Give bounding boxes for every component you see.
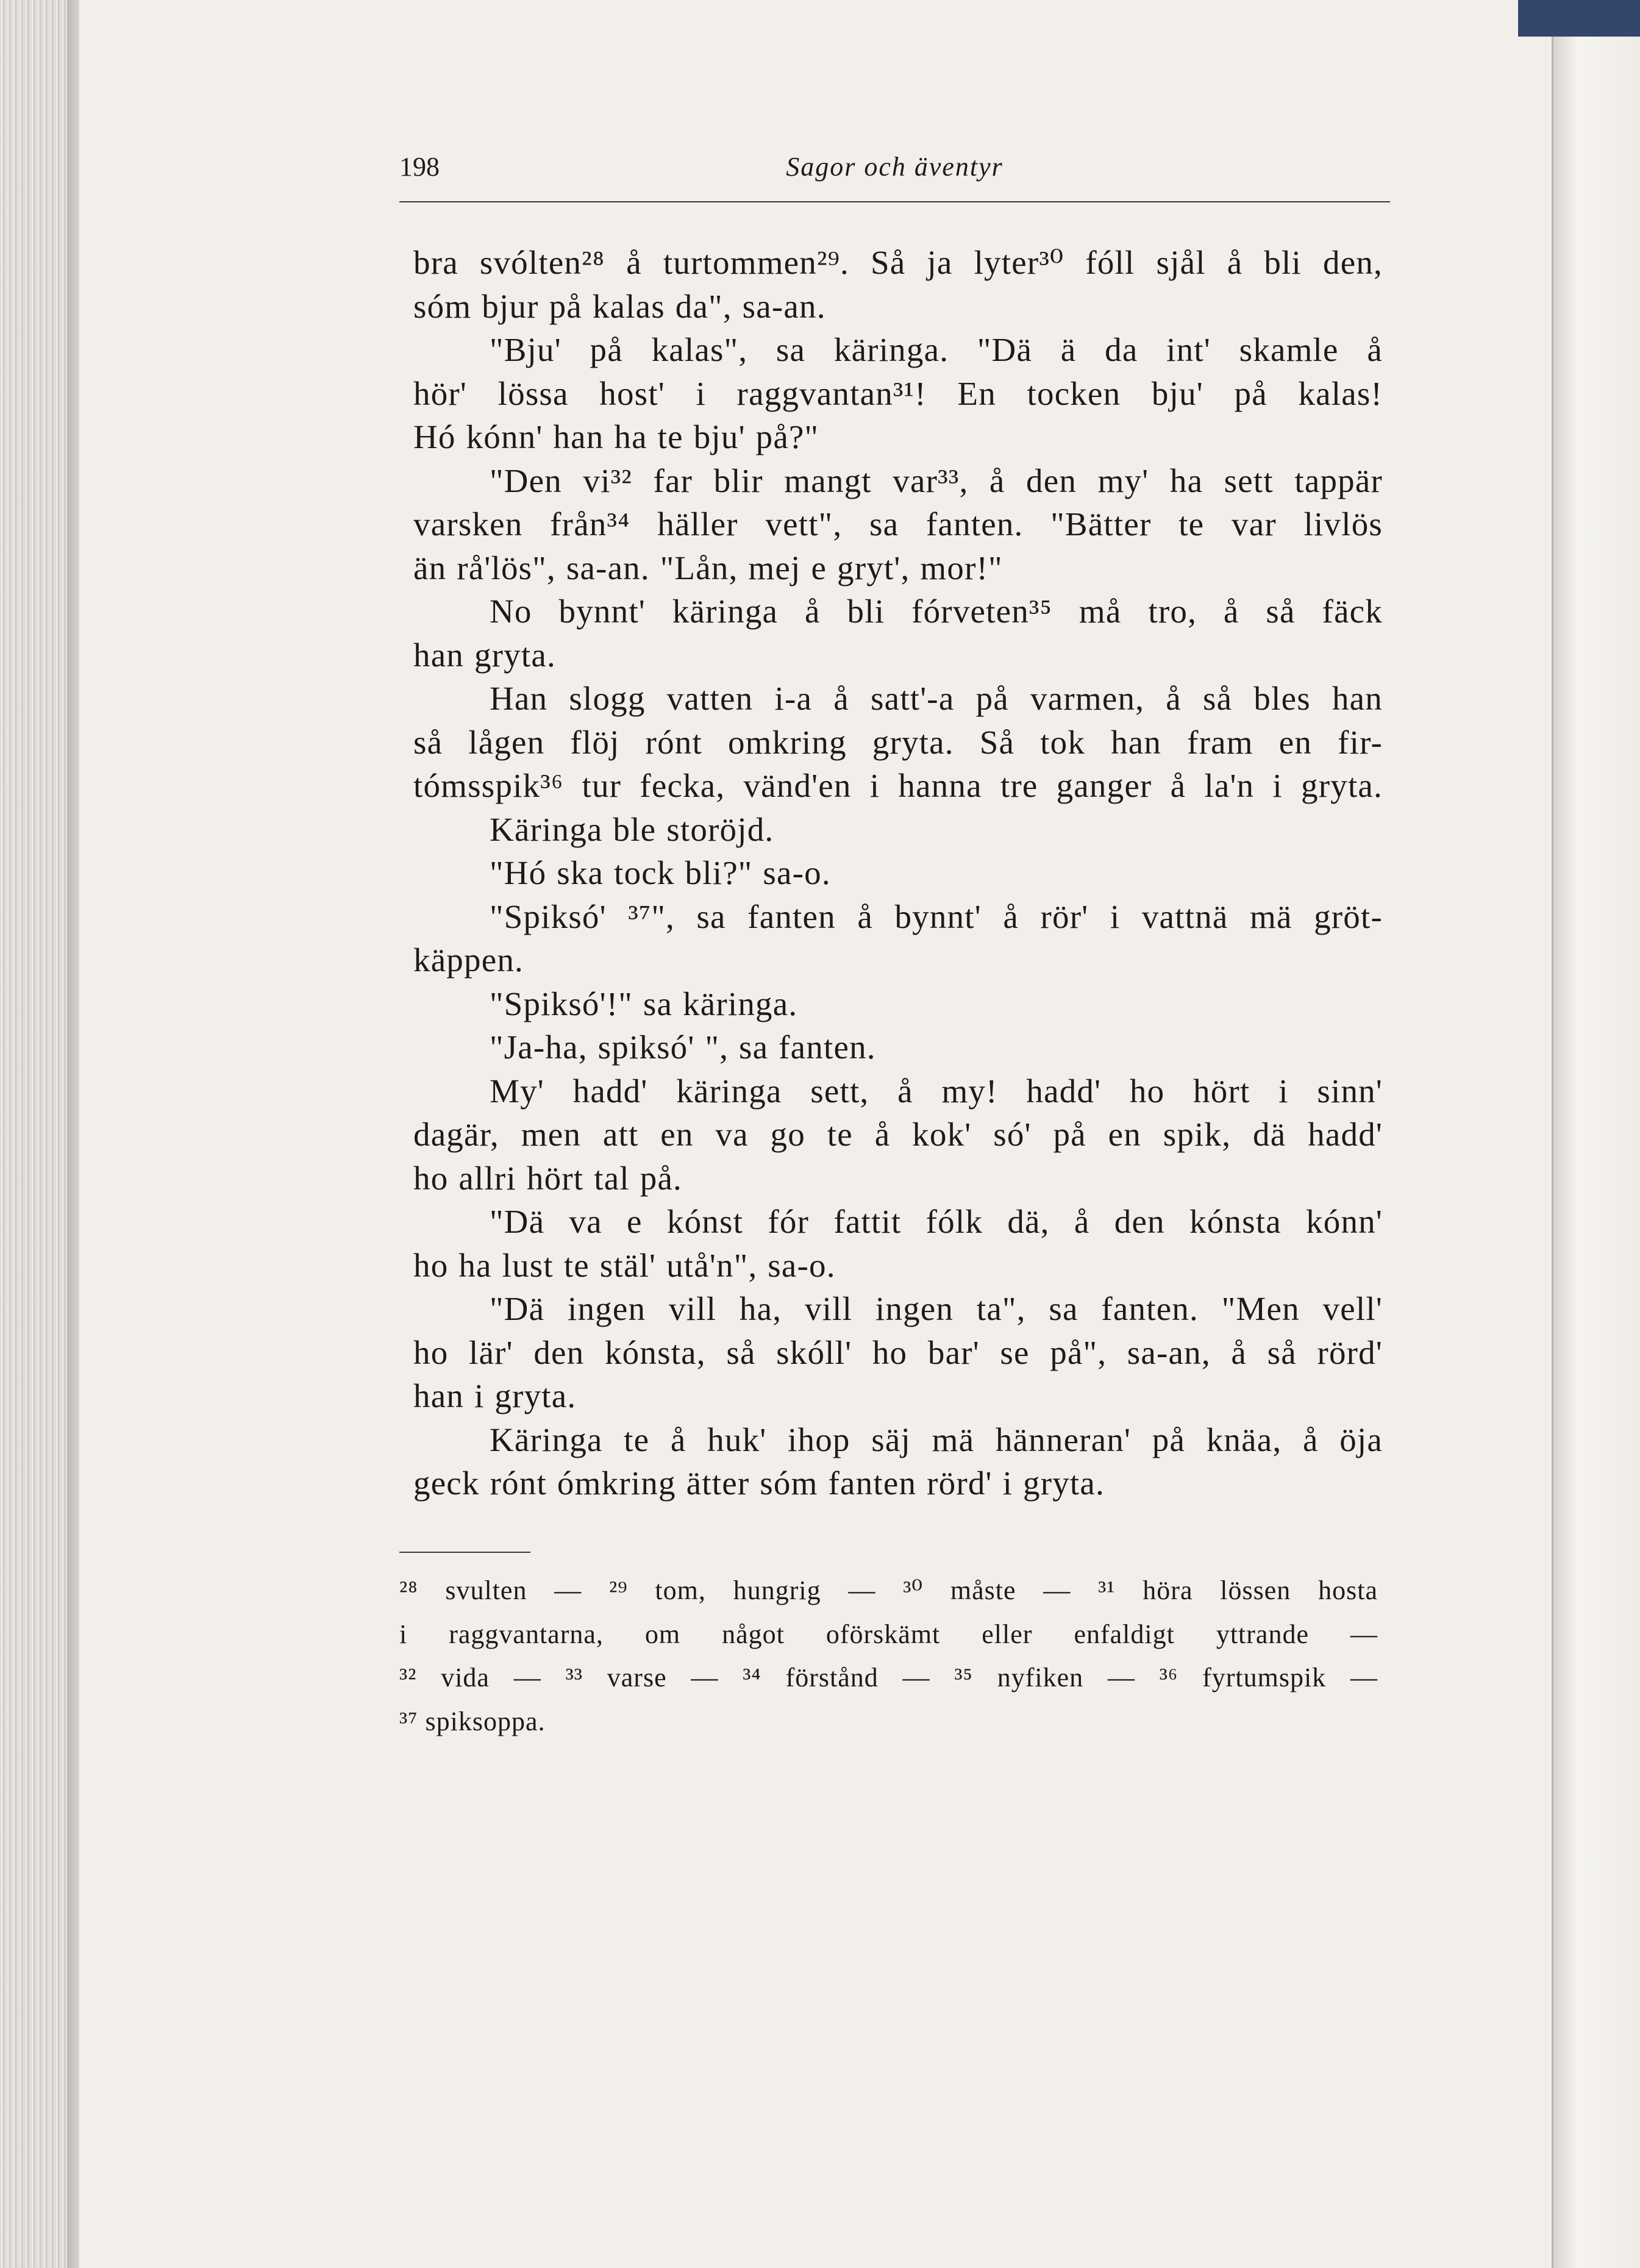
- text-line: varsken från³⁴ häller vett", sa fanten. "Bätter te var livlös: [413, 505, 1383, 543]
- footnote-line: ³² vida — ³³ varse — ³⁴ förstånd — ³⁵ nyfiken — ³⁶ fyrtumspik —: [399, 1663, 1378, 1692]
- body-text: [413, 241, 1383, 1505]
- footnote-rule: [399, 1552, 530, 1553]
- running-title: Sagor och äventyr: [786, 152, 1004, 182]
- text-line: ho ha lust te stäl' utå'n", sa-o.: [413, 1246, 836, 1284]
- next-leaf-edge: [1552, 0, 1640, 2268]
- text-line: "Ja-ha, spiksó' ", sa fanten.: [490, 1029, 876, 1066]
- page-number: 198: [399, 152, 440, 182]
- text-line: än rå'lös", sa-an. "Lån, mej e gryt', mor!": [413, 549, 1003, 587]
- text-line: han i gryta.: [413, 1377, 577, 1414]
- footnote-line: ²⁸ svulten — ²⁹ tom, hungrig — ³⁰ måste — ³¹ höra lössen hosta: [399, 1575, 1378, 1605]
- text-line: "Bju' på kalas", sa käringa. "Dä ä da int' skamle å: [490, 331, 1383, 368]
- header-rule: [399, 201, 1390, 202]
- text-line: "Hó ska tock bli?" sa-o.: [490, 854, 831, 891]
- text-line: ho lär' den kónsta, så skóll' ho bar' se på", sa-an, å så rörd': [413, 1333, 1383, 1371]
- page-header: [399, 151, 1390, 206]
- text-line: Han slogg vatten i-a å satt'-a på varmen, å så bles han: [490, 680, 1383, 717]
- text-line: "Spiksó' ³⁷", sa fanten å bynnt' å rör' i vattnä mä gröt-: [490, 897, 1383, 935]
- book-cover-corner: [1518, 0, 1640, 37]
- text-line: så lågen flöj rónt omkring gryta. Så tok han fram en fir-: [413, 723, 1383, 761]
- footnotes: [399, 1573, 1378, 1747]
- text-line: Käringa ble storöjd.: [490, 810, 774, 848]
- text-line: Käringa te å huk' ihop säj mä hänneran' på knäa, å öja: [490, 1421, 1383, 1458]
- text-line: "Den vi³² far blir mangt var³³, å den my' ha sett tappär: [490, 462, 1383, 499]
- footnote-line: i raggvantarna, om något oförskämt eller enfaldigt yttrande —: [399, 1619, 1378, 1649]
- footnote-line: ³⁷ spiksoppa.: [399, 1706, 546, 1736]
- text-line: Hó kónn' han ha te bju' på?": [413, 418, 819, 455]
- text-line: käppen.: [413, 941, 524, 979]
- text-line: "Dä va e kónst fór fattit fólk dä, å den kónsta kónn': [490, 1203, 1383, 1240]
- text-line: geck rónt ómkring ätter sóm fanten rörd' i gryta.: [413, 1464, 1105, 1502]
- text-line: "Dä ingen vill ha, vill ingen ta", sa fanten. "Men vell': [490, 1290, 1383, 1327]
- text-line: My' hadd' käringa sett, å my! hadd' ho hört i sinn': [490, 1072, 1383, 1110]
- text-line: dagär, men att en va go te å kok' só' på en spik, dä hadd': [413, 1116, 1383, 1153]
- text-line: No bynnt' käringa å bli fórveten³⁵ må tro, å så fäck: [490, 593, 1383, 630]
- text-line: tómsspik³⁶ tur fecka, vänd'en i hanna tre ganger å la'n i gryta.: [413, 767, 1383, 804]
- text-line: hör' lössa host' i raggvantan³¹! En tocken bju' på kalas!: [413, 374, 1383, 412]
- text-line: bra svólten²⁸ å turtommen²⁹. Så ja lyter³⁰ fóll sjål å bli den,: [413, 244, 1383, 281]
- text-line: han gryta.: [413, 636, 556, 674]
- text-line: "Spiksó'!" sa käringa.: [490, 985, 798, 1022]
- text-line: ho allri hört tal på.: [413, 1159, 683, 1197]
- text-line: sóm bjur på kalas da", sa-an.: [413, 287, 826, 325]
